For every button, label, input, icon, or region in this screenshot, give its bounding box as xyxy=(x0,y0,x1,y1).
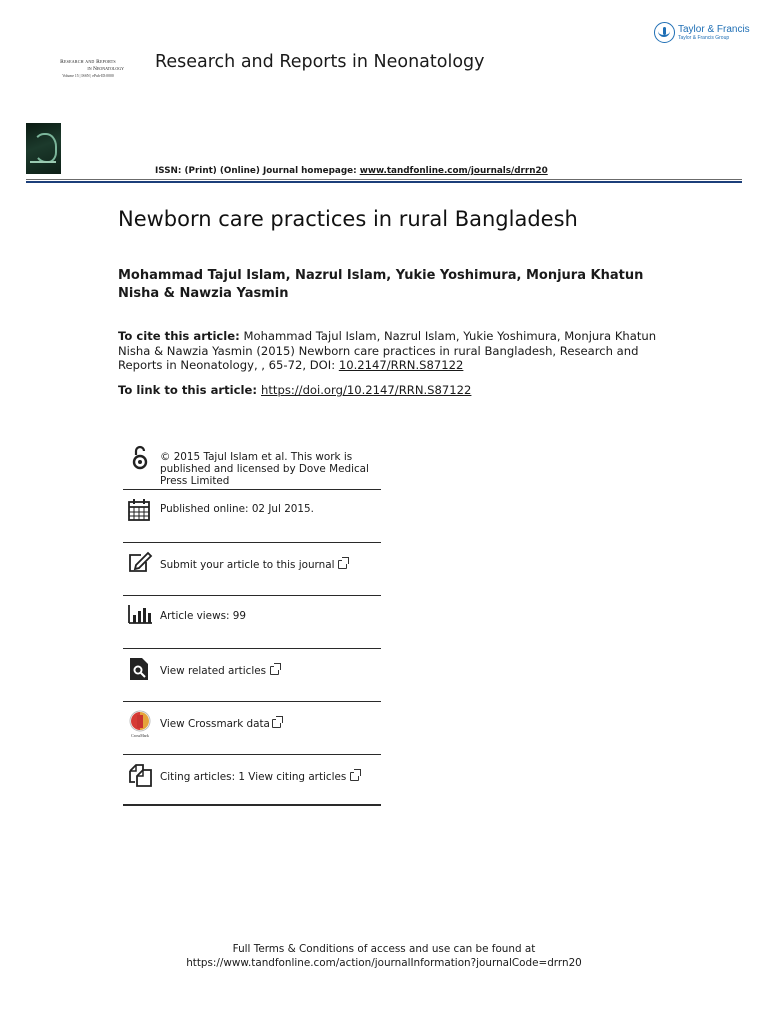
submit-article-label: Submit your article to this journal xyxy=(160,559,335,571)
related-articles-link[interactable] xyxy=(160,665,375,677)
small-logo-line1: Research and Reports xyxy=(60,59,116,65)
crossmark-label: View Crossmark data xyxy=(160,718,270,730)
header-rule-thin xyxy=(26,179,742,180)
article-title: Newborn care practices in rural Bangladesh xyxy=(118,207,578,231)
small-logo-line2: in Neonatology xyxy=(87,65,124,72)
edit-pencil-icon xyxy=(127,550,153,576)
crossmark-icon xyxy=(127,709,153,739)
panel-separator xyxy=(123,595,381,596)
citing-articles-label: Citing articles: 1 View citing articles xyxy=(160,771,347,783)
open-access-icon xyxy=(127,445,153,471)
panel-separator xyxy=(123,701,381,702)
article-doi-link[interactable]: https://doi.org/10.2147/RRN.S87122 xyxy=(261,383,472,397)
panel-separator xyxy=(123,754,381,755)
external-link-icon xyxy=(338,560,347,569)
open-access-text: © 2015 Tajul Islam et al. This work is published and licensed by Dove Medical Press Limited xyxy=(160,451,369,487)
publisher-name: Taylor & Francis xyxy=(678,23,750,35)
article-authors: Mohammad Tajul Islam, Nazrul Islam, Yukie Yoshimura, Monjura Khatun Nisha & Nawzia Yasmin xyxy=(118,268,644,301)
panel-separator xyxy=(123,648,381,649)
journal-title: Research and Reports in Neonatology xyxy=(155,52,485,72)
document-search-icon xyxy=(127,656,153,682)
journal-homepage-link[interactable]: www.tandfonline.com/journals/drrn20 xyxy=(359,166,548,176)
article-views-text: Article views: 99 xyxy=(160,610,247,622)
external-link-icon xyxy=(272,719,281,728)
published-date-text: Published online: 02 Jul 2015. xyxy=(160,503,314,515)
crossmark-badge-label: CrossMark xyxy=(131,733,149,738)
citing-documents-icon xyxy=(127,762,153,788)
bar-chart-icon xyxy=(127,603,153,629)
external-link-icon xyxy=(350,772,359,781)
footer-line1: Full Terms & Conditions of access and use can be found at xyxy=(232,943,536,955)
panel-bottom-separator xyxy=(123,804,381,806)
issn-text: ISSN: (Print) (Online) Journal homepage: xyxy=(155,166,360,176)
submit-article-link[interactable] xyxy=(160,559,375,571)
taylor-francis-emblem-icon xyxy=(654,22,675,43)
citing-articles-link[interactable] xyxy=(160,771,375,783)
footer-terms xyxy=(0,942,768,970)
journal-small-logo xyxy=(48,60,128,79)
taylor-francis-logo[interactable] xyxy=(654,22,750,43)
calendar-icon xyxy=(127,497,153,523)
cite-label: To cite this article: xyxy=(118,329,240,343)
external-link-icon xyxy=(270,666,279,675)
panel-separator xyxy=(123,489,381,490)
cite-doi-link[interactable]: 10.2147/RRN.S87122 xyxy=(338,358,464,373)
citation-block xyxy=(118,329,658,373)
header-rule-blue xyxy=(26,181,742,183)
panel-separator xyxy=(123,542,381,543)
related-articles-label: View related articles xyxy=(160,665,267,677)
journal-cover-image[interactable] xyxy=(26,123,61,174)
cite-text: Mohammad Tajul Islam, Nazrul Islam, Yukie Yoshimura, Monjura Khatun Nisha & Nawzia Yasmin (2015) Newborn care practices in rural Bangladesh, Research and Reports in Neonatology, , 65-72, DOI: xyxy=(118,329,657,373)
crossmark-link[interactable] xyxy=(160,718,375,730)
link-label: To link to this article: xyxy=(118,383,262,397)
publisher-group: Taylor & Francis Group xyxy=(678,34,730,41)
small-logo-line3: Volume 15 | ISSN | ePub-ID:0000 xyxy=(62,74,114,78)
footer-terms-link[interactable]: https://www.tandfonline.com/action/journalInformation?journalCode=drrn20 xyxy=(186,957,582,969)
issn-line xyxy=(155,166,548,176)
article-link-line xyxy=(118,383,471,397)
